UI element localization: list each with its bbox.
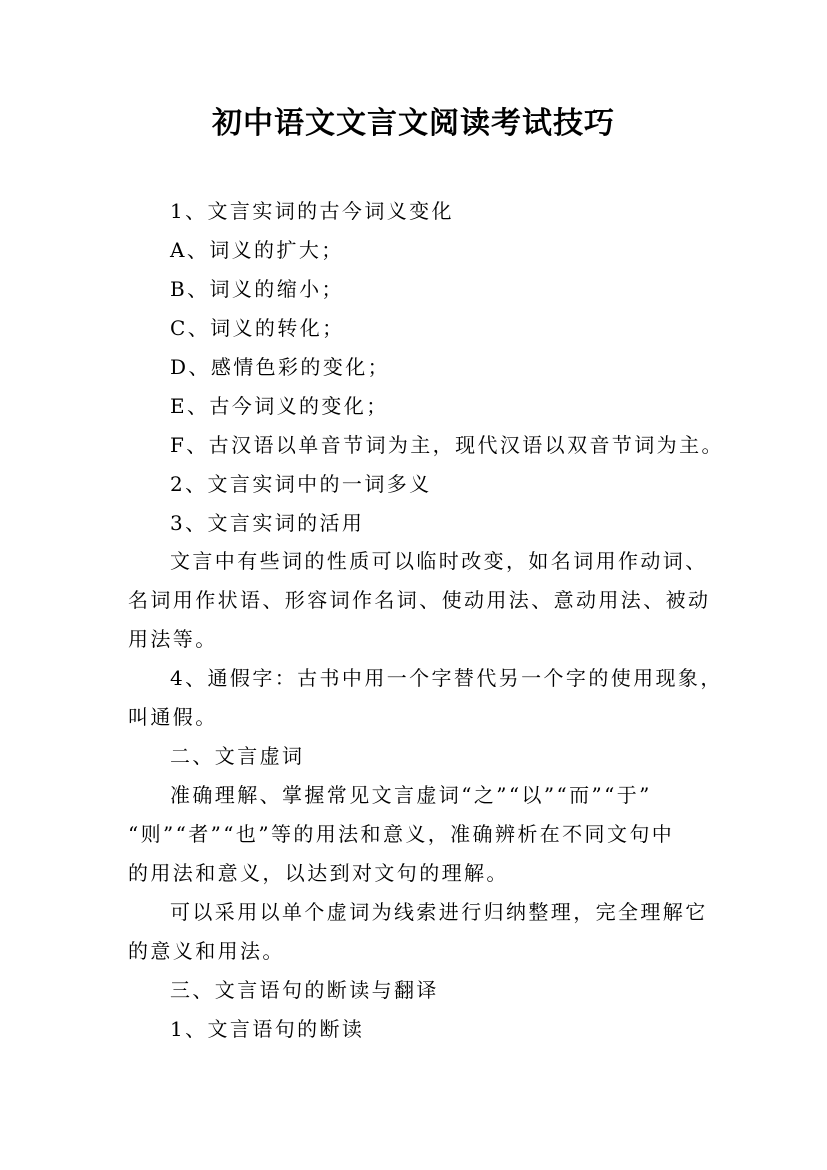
text-line: 叫通假。 bbox=[128, 705, 218, 729]
text-line: 的意义和用法。 bbox=[128, 939, 285, 963]
text-line: 准确理解、掌握常见文言虚词“之”“以”“而”“于” bbox=[170, 783, 652, 807]
text-line: 2、文言实词中的一词多义 bbox=[170, 472, 432, 496]
text-line: 用法等。 bbox=[128, 627, 218, 651]
text-line: 1、文言实词的古今词义变化 bbox=[170, 199, 454, 223]
text-line: A、词义的扩大； bbox=[170, 238, 344, 262]
text-line: 1、文言语句的断读 bbox=[170, 1017, 365, 1041]
text-line: 三、文言语句的断读与翻译 bbox=[170, 978, 439, 1002]
document-title: 初中语文文言文阅读考试技巧 bbox=[212, 106, 615, 141]
text-line: F、古汉语以单音节词为主，现代汉语以双音节词为主。 bbox=[170, 433, 724, 457]
text-line: E、古今词义的变化； bbox=[170, 394, 389, 418]
text-line: 文言中有些词的性质可以临时改变，如名词用作动词、 bbox=[170, 549, 708, 573]
text-line: 二、文言虚词 bbox=[170, 744, 305, 768]
text-line: “则”“者”“也”等的用法和意义，准确辨析在不同文句中 bbox=[128, 822, 675, 846]
text-line: 3、文言实词的活用 bbox=[170, 511, 365, 535]
text-line: 可以采用以单个虚词为线索进行归纳整理，完全理解它 bbox=[170, 900, 708, 924]
text-line: D、感情色彩的变化； bbox=[170, 355, 391, 379]
text-line: 4、通假字：古书中用一个字替代另一个字的使用现象， bbox=[170, 666, 723, 690]
text-line: B、词义的缩小； bbox=[170, 277, 344, 301]
text-line: 名词用作状语、形容词作名词、使动用法、意动用法、被动 bbox=[128, 588, 711, 612]
text-line: 的用法和意义，以达到对文句的理解。 bbox=[128, 861, 509, 885]
text-line: C、词义的转化； bbox=[170, 316, 345, 340]
